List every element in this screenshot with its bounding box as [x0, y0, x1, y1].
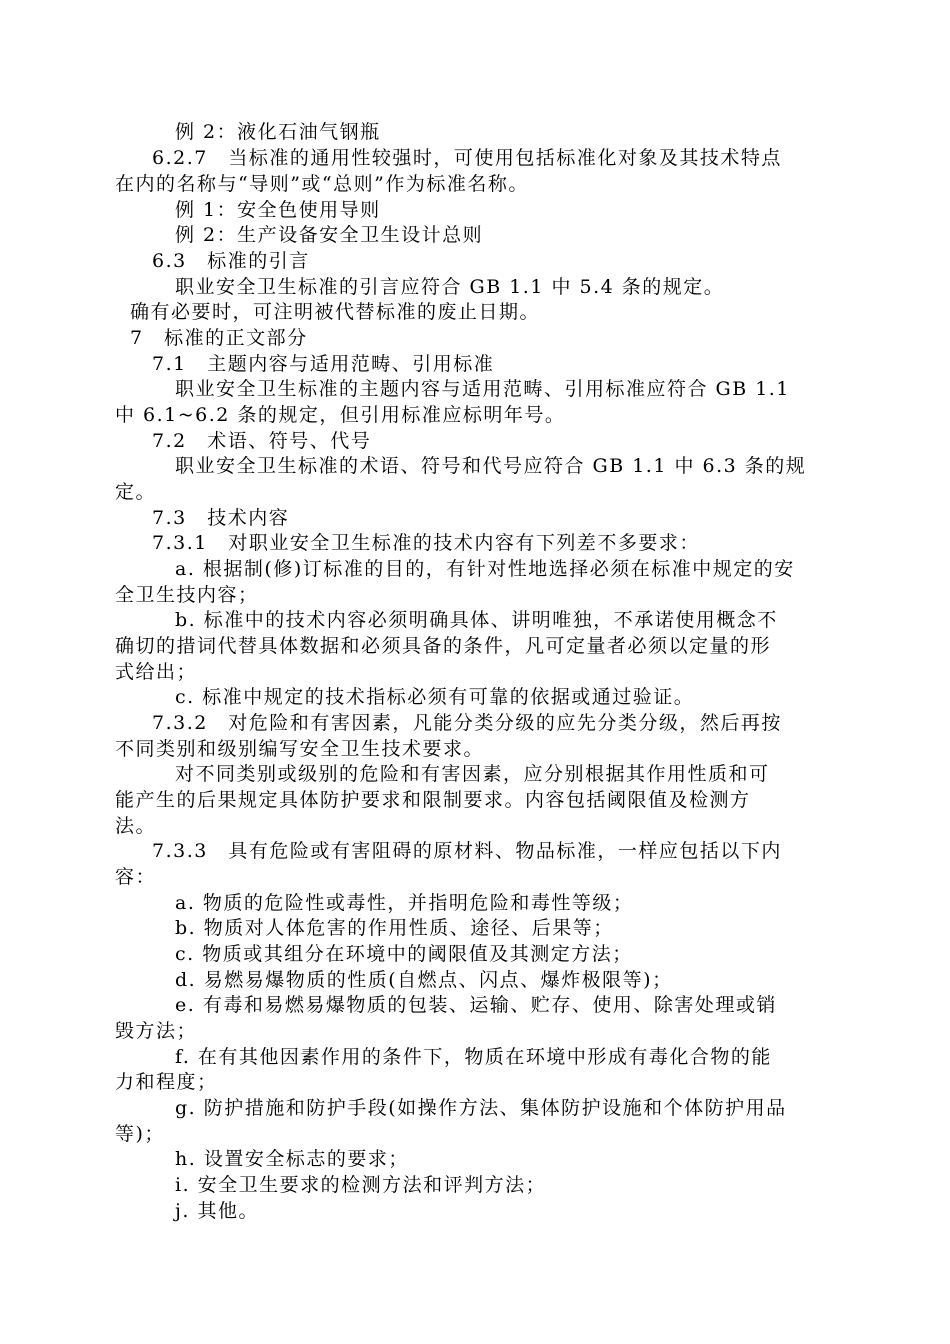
list-item: f. 在有其他因素作用的条件下，物质在环境中形成有毒化合物的能: [175, 1046, 772, 1068]
example-line: 例 1：安全色使用导则: [175, 199, 381, 221]
list-item: b. 标准中的技术内容必须明确具体、讲明唯独，不承诺使用概念不: [175, 609, 778, 631]
paragraph-line: 中 6.1~6.2 条的规定，但引用标准应标明年号。: [115, 404, 566, 426]
example-line: 例 2：液化石油气钢瓶: [175, 121, 381, 143]
clause-7-3-2: 7.3.2 对危险和有害因素，凡能分类分级的应先分类分级，然后再按: [152, 712, 782, 734]
list-item: h. 设置安全标志的要求；: [175, 1148, 409, 1170]
paragraph-line: 毁方法；: [115, 1020, 198, 1042]
list-item: c. 物质或其组分在环境中的阈限值及其测定方法；: [175, 943, 633, 965]
section-heading-7-2: 7.2 术语、符号、代号: [152, 430, 372, 452]
paragraph-line: 能产生的后果规定具体防护要求和限制要求。内容包括阈限值及检测方: [115, 789, 751, 811]
clause-7-3-1: 7.3.1 对职业安全卫生标准的技术内容有下列差不多要求：: [152, 532, 700, 554]
paragraph-line: 确切的措词代替具体数据和必须具备的条件，凡可定量者必须以定量的形: [115, 635, 772, 657]
paragraph-line: 职业安全卫生标准的术语、符号和代号应符合 GB 1.1 中 6.3 条的规: [175, 455, 807, 477]
paragraph-line: 职业安全卫生标准的引言应符合 GB 1.1 中 5.4 条的规定。: [175, 276, 725, 298]
paragraph-line: 式给出；: [115, 661, 198, 683]
paragraph-line: 职业安全卫生标准的主题内容与适用范畴、引用标准应符合 GB 1.1: [175, 378, 790, 400]
paragraph-line: 力和程度；: [115, 1071, 218, 1093]
paragraph-line: 对不同类别或级别的危险和有害因素，应分别根据其作用性质和可: [175, 763, 770, 785]
paragraph-line: 容：: [115, 866, 157, 888]
list-item: b. 物质对人体危害的作用性质、途径、后果等；: [175, 917, 614, 939]
list-item: j. 其他。: [175, 1200, 259, 1222]
paragraph-line: 定。: [115, 481, 157, 503]
list-item: a. 物质的危险性或毒性，并指明危险和毒性等级；: [175, 892, 634, 914]
section-heading-7-3: 7.3 技术内容: [152, 507, 290, 529]
list-item: e. 有毒和易燃易爆物质的包装、运输、贮存、使用、除害处理或销: [175, 994, 777, 1016]
section-heading-7-1: 7.1 主题内容与适用范畴、引用标准: [152, 353, 495, 375]
paragraph-line: 不同类别和级别编写安全卫生技术要求。: [115, 738, 485, 760]
clause-6-2-7: 6.2.7 当标准的通用性较强时，可使用包括标准化对象及其技术特点: [152, 147, 782, 169]
list-item: c. 标准中规定的技术指标必须有可靠的依据或通过验证。: [175, 686, 695, 708]
list-item: i. 安全卫生要求的检测方法和评判方法；: [175, 1174, 547, 1196]
list-item: g. 防护措施和防护手段(如操作方法、集体防护设施和个体防护用品: [175, 1097, 787, 1119]
paragraph-line: 确有必要时，可注明被代替标准的废止日期。: [130, 301, 541, 323]
paragraph-line: 等)；: [115, 1123, 165, 1145]
list-item: a. 根据制(修)订标准的目的，有针对性地选择必须在标准中规定的安: [175, 558, 795, 580]
section-heading-7: 7 标准的正文部分: [130, 327, 308, 349]
paragraph-line: 在内的名称与“导则”或“总则”作为标准名称。: [115, 173, 529, 195]
paragraph-line: 法。: [115, 815, 157, 837]
list-item: d. 易燃易爆物质的性质(自燃点、闪点、爆炸极限等)；: [175, 969, 673, 991]
clause-7-3-3: 7.3.3 具有危险或有害阻碍的原材料、物品标准，一样应包括以下内: [152, 840, 782, 862]
example-line: 例 2：生产设备安全卫生设计总则: [175, 224, 484, 246]
section-heading-6-3: 6.3 标准的引言: [152, 250, 310, 272]
paragraph-line: 全卫生技内容；: [115, 584, 259, 606]
